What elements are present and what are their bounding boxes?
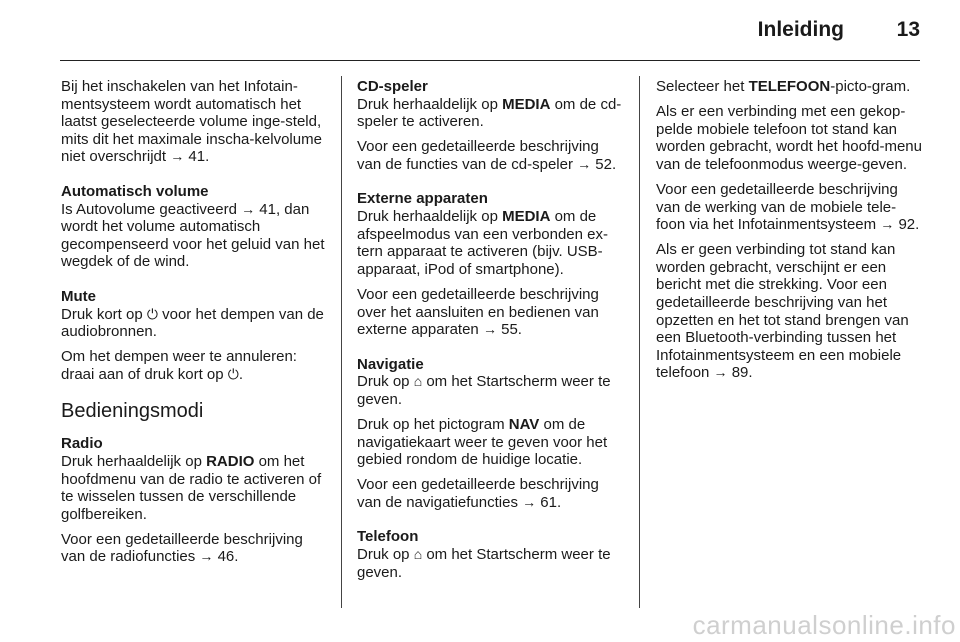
page-number: 13 [896,18,920,41]
text-run: 46. [213,548,239,566]
column-3 [656,78,922,390]
body-paragraph [357,373,625,408]
column-1 [61,78,327,574]
home-icon: ⌂ [413,373,423,390]
home-icon: ⌂ [413,546,423,563]
text-run: Voor een gedetailleerde beschrijving van de werking van de mobiele tele-foon via het Infotainmentsysteem [656,180,898,234]
button-name: RADIO [206,453,255,470]
section-heading: Externe apparaten [357,190,488,208]
text-run: Druk kort op [61,305,147,323]
text-run: Voor een gedetailleerde beschrijving over het aansluiten en bedienen van externe apparaten [357,285,599,339]
power-icon: ⏻ [146,305,158,322]
column-divider [341,76,342,608]
arrow-ref-icon: → [482,321,497,338]
arrow-ref-icon: → [713,364,728,381]
text-run: 55. [496,321,522,339]
button-name: TELEFOON [748,78,831,95]
button-name: MEDIA [502,208,551,226]
section-heading: Radio [61,435,103,453]
watermark: carmanualsonline.info [692,610,956,640]
page-title: Inleiding [757,18,844,41]
text-run: 41. [184,148,210,166]
header-rule [60,60,920,61]
button-name: MEDIA [502,95,551,113]
text-run: Als er geen verbinding tot stand kan worden gebracht, verschijnt er een bericht met die strekking. Voor een gedetailleerde beschrijving van het opzetten en het tot stand brengen van een Bluetooth-verbinding tussen het Infotainmentsysteem en een mobiele telefoon [656,241,909,382]
arrow-ref-icon: → [522,493,537,510]
text-run: Druk op [357,546,414,564]
body-paragraph [61,78,327,166]
text-run: Druk op het pictogram [357,416,509,433]
power-icon: ⏻ [227,365,239,382]
text-run: Selecteer het [656,78,749,95]
body-paragraph [61,306,327,341]
body-paragraph [656,103,922,173]
text-run: om de afspeelmodus van een verbonden ex-tern apparaat te activeren (bijv. USB-apparaat, iPod of smartphone). [357,208,609,278]
text-run: 41, dan wordt het volume automatisch gecompenseerd voor het geluid van het wegdek of de wind. [61,200,325,271]
text-run: Voor een gedetailleerde beschrijving van de navigatiefuncties [357,476,599,511]
text-run: 52. [591,155,617,173]
section-heading: Automatisch volume [61,182,209,200]
body-paragraph [61,201,327,271]
column-divider [639,76,640,608]
body-paragraph [656,78,922,96]
text-run: -picto-gram. [830,78,911,95]
text-run: om het Startscherm weer te geven. [357,546,611,581]
body-paragraph [357,286,625,339]
chapter-heading: Bedieningsmodi [61,400,204,423]
body-paragraph [61,531,327,566]
body-paragraph [357,476,625,511]
text-run: 89. [727,364,753,382]
arrow-ref-icon: → [577,155,592,172]
text-run: Druk herhaaldelijk op [61,453,207,470]
body-paragraph [656,241,922,382]
text-run: Als er een verbinding met een gekop-pelde mobiele telefoon tot stand kan worden gebracht, wordt het hoofd-menu van de telefoonmodus weerge-geven. [656,103,922,173]
arrow-ref-icon: → [170,148,185,165]
text-run: Bij het inschakelen van het Infotain-mentsysteem wordt automatisch het laatst geselecteerde volume inge-steld, mits dit het maximale inscha-kelvolume niet overschrijdt [61,78,322,166]
arrow-ref-icon: → [199,548,214,565]
body-paragraph [61,348,327,383]
section-heading: CD-speler [357,78,428,95]
body-paragraph [357,96,625,131]
text-run: 61. [536,493,562,511]
arrow-ref-icon: → [241,200,256,217]
text-run: Druk herhaaldelijk op [357,208,503,226]
button-name: NAV [508,416,540,433]
text-run: om het Startscherm weer te geven. [357,373,611,408]
body-paragraph [61,453,327,523]
section-heading: Mute [61,287,96,305]
body-paragraph [357,208,625,278]
text-run: Is Autovolume geactiveerd [61,200,242,218]
arrow-ref-icon: → [880,216,895,233]
section-heading: Telefoon [357,528,419,546]
section-heading: Navigatie [357,355,424,373]
text-run: . [238,365,244,383]
text-run: om de cd-speler te activeren. [357,95,622,131]
body-paragraph [357,138,625,173]
text-run: om het hoofdmenu van de radio te activeren of te wisselen tussen de verschillende golfbereiken. [61,453,322,523]
text-run: Voor een gedetailleerde beschrijving van de radiofuncties [61,530,303,566]
text-run: Voor een gedetailleerde beschrijving van de functies van de cd-speler [357,138,599,173]
text-run: Om het dempen weer te annuleren: draai aan of druk kort op [61,348,297,383]
text-run: om de navigatiekaart weer te geven voor het gebied rondom de huidige locatie. [357,416,608,469]
body-paragraph [357,546,625,581]
text-run: Druk herhaaldelijk op [357,95,503,113]
body-paragraph [656,181,922,234]
text-run: voor het dempen van de audiobronnen. [61,305,324,341]
text-run: Druk op [357,373,414,391]
column-2 [357,78,625,589]
body-paragraph [357,416,625,469]
text-run: 92. [894,216,920,234]
